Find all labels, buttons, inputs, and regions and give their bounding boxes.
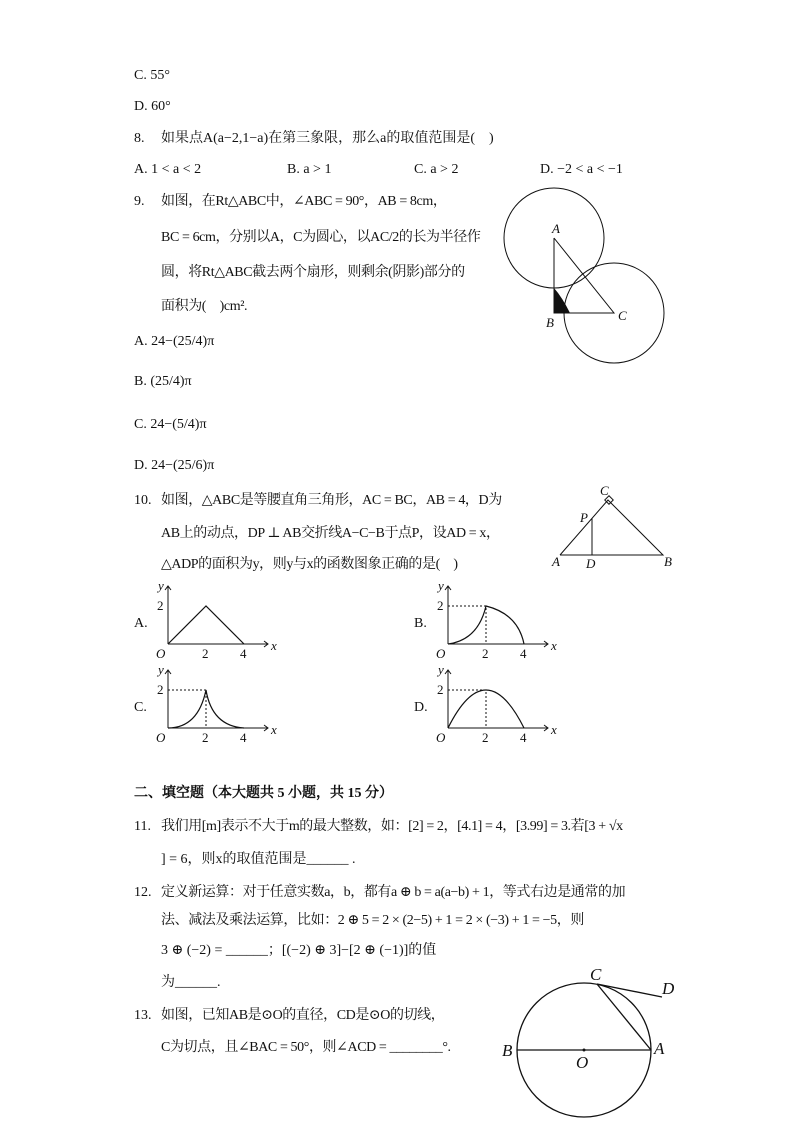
q11-line: ] = 6，则x的取值范围是______ . [161,852,356,867]
q13-number: 13. [134,1008,152,1023]
origin-label: O [156,730,166,745]
tick-y-2: 2 [437,598,444,613]
q9-option-b: B. (25/4)π [134,374,192,389]
tick-x-4: 4 [240,646,247,661]
section-2-title: 二、填空题（本大题共 5 小题，共 15 分） [134,786,393,801]
graph-option-b [434,578,557,663]
q12-number: 12. [134,885,152,900]
axis-x-label: x [551,638,557,653]
q9-option-a: A. 24−(25/4)π [134,334,215,349]
q9-number: 9. [134,194,145,209]
q9-line: 面积为( )cm². [161,299,248,314]
origin-label: O [436,646,446,661]
q12-line: 为______. [161,975,221,990]
q10-figure [548,480,678,575]
tick-x-4: 4 [240,730,247,745]
q11-number: 11. [134,819,151,834]
origin-label: O [436,730,446,745]
tick-y-2: 2 [157,598,164,613]
graph-option-label: A. [134,616,148,631]
label-o: O [576,1053,589,1072]
tick-x-2: 2 [482,730,489,745]
q8-option-b: B. a > 1 [287,162,332,177]
q7-option-d: D. 60° [134,99,171,114]
axis-y-label: y [438,578,444,593]
q9-option-d: D. 24−(25/6)π [134,458,215,473]
label-b: B [546,315,554,330]
q10-line: AB上的动点，DP ⊥ AB交折线A−C−B于点P，设AD = x， [161,526,500,541]
tick-x-2: 2 [202,730,209,745]
q9-line: 圆，将Rt△ABC截去两个扇形，则剩余(阴影)部分的 [161,265,465,280]
graph-option-a [154,578,277,663]
label-c: C [590,965,602,984]
label-b: B [502,1041,513,1060]
label-d: D [662,979,675,998]
origin-label: O [156,646,166,661]
graph-option-c [154,662,277,747]
axis-y-label: y [438,662,444,677]
q13-line: 如图，已知AB是⊙O的直径，CD是⊙O的切线， [161,1008,445,1023]
axis-x-label: x [271,638,277,653]
q10-number: 10. [134,493,152,508]
axis-y-label: y [158,662,164,677]
tick-y-2: 2 [157,682,164,697]
graph-option-label: D. [414,700,428,715]
q8-option-d: D. −2 < a < −1 [540,162,623,177]
q13-figure [500,960,690,1123]
q9-figure [500,185,670,365]
label-b: B [664,554,672,569]
label-p: P [580,510,588,525]
graph-option-d [434,662,557,747]
label-a: A [654,1039,665,1058]
axis-x-label: x [271,722,277,737]
axis-y-label: y [158,578,164,593]
q7-option-c: C. 55° [134,68,170,83]
tick-x-4: 4 [520,646,527,661]
q8-option-a: A. 1 < a < 2 [134,162,202,177]
q8-option-c: C. a > 2 [414,162,459,177]
label-a: A [552,221,560,236]
graph-option-label: C. [134,700,147,715]
axis-x-label: x [551,722,557,737]
q13-line: C为切点，且∠BAC = 50°，则∠ACD = ________°. [161,1040,451,1055]
q12-line: 3 ⊕ (−2) = ______；[(−2) ⊕ 3]−[2 ⊕ (−1)]的值 [161,943,437,958]
q9-line: BC = 6cm，分别以A，C为圆心，以AC/2的长为半径作 [161,230,481,245]
label-c: C [618,308,627,323]
q12-line: 法、减法及乘法运算，比如：2 ⊕ 5 = 2 × (2−5) + 1 = 2 × (−3) + 1 = −5，则 [161,913,584,928]
label-c: C [600,483,609,498]
tick-x-2: 2 [202,646,209,661]
tick-x-2: 2 [482,646,489,661]
q10-line: 如图，△ABC是等腰直角三角形，AC = BC，AB = 4，D为 [161,493,502,508]
q10-line: △ADP的面积为y，则y与x的函数图象正确的是( ) [161,557,458,572]
graph-option-label: B. [414,616,427,631]
q11-line: 我们用[m]表示不大于m的最大整数，如：[2] = 2，[4.1] = 4，[3.99] = 3.若[3 + √x [161,819,623,834]
q8-number: 8. [134,131,145,146]
tick-y-2: 2 [437,682,444,697]
q9-option-c: C. 24−(5/4)π [134,417,207,432]
q8-text: 如果点A(a−2,1−a)在第三象限，那么a的取值范围是( ) [161,131,494,146]
label-a: A [552,554,560,569]
q9-line: 如图，在Rt△ABC中，∠ABC = 90°，AB = 8cm， [161,194,447,209]
q12-line: 定义新运算：对于任意实数a，b，都有a ⊕ b = a(a−b) + 1，等式右边是通常的加 [161,885,626,900]
label-d: D [586,556,596,571]
tick-x-4: 4 [520,730,527,745]
